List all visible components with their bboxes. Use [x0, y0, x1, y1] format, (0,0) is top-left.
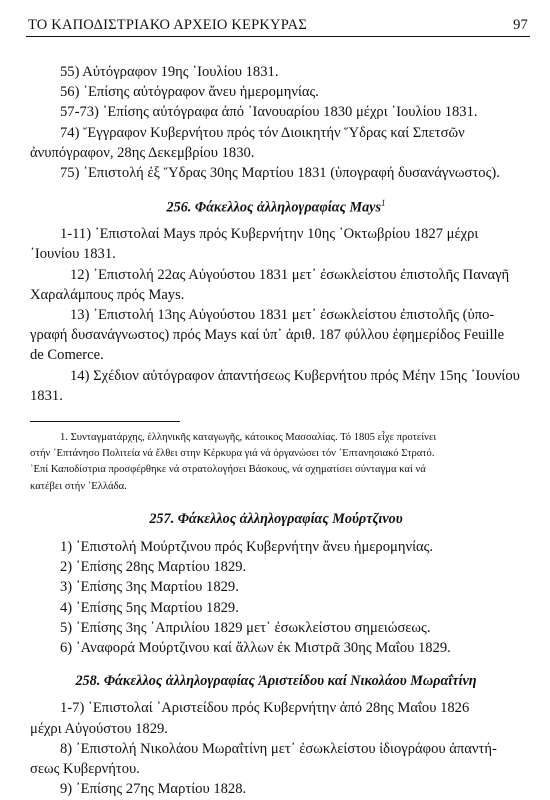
footnote-rule	[30, 421, 180, 422]
list-item: 9) ᾿Επίσης 27ης Μαρτίου 1828.	[60, 781, 247, 798]
list-item-continuation: μέχρι Αὐγούστου 1829.	[30, 720, 168, 737]
section-title-text: 256. Φάκελλος ἀλληλογραφίας Mays	[166, 199, 381, 216]
page-number: 97	[513, 17, 528, 33]
list-item-continuation: Χαραλάμπους πρός Mays.	[30, 286, 185, 303]
list-item: 1-7) ᾿Επιστολαί ᾿Αριστείδου πρός Κυβερνήτην ἀπό 28ης Μαΐου 1826	[60, 700, 470, 717]
footnote-line: στήν ᾿Επτάνησο Πολιτεία νά ἔλθει στην Κέρκυρα γιά νά ὀργανώσει τόν ᾿Επτανησιακό Στρατό.	[30, 448, 435, 460]
list-item: 56) ᾿Επίσης αὐτόγραφον ἄνευ ἡμερομηνίας.	[60, 84, 319, 101]
block-top-items	[30, 62, 522, 183]
list-item: 55) Αὐτόγραφον 19ης ᾿Ιουλίου 1831.	[60, 64, 279, 80]
list-item: 14) Σχέδιον αὐτόγραφον ἀπαντήσεως Κυβερνήτου πρός Μέην 15ης ᾿Ιουνίου	[70, 367, 520, 384]
footnote-line: ᾿Επί Καποδίστρια προσφέρθηκε νά στρατολογήσει Βάσκους, νά σχηματίσει σύνταγμα καί νά	[30, 464, 426, 476]
header-rule	[26, 36, 530, 37]
page-body	[30, 62, 522, 799]
section-256-items	[30, 224, 522, 406]
list-item: 6) ᾿Αναφορά Μούρτζινου καί ἄλλων ἐκ Μιστρᾶ 30ης Μαΐου 1829.	[60, 640, 451, 657]
section-heading-256	[30, 193, 522, 218]
list-item: 8) ᾿Επιστολή Νικολάου Μωραΐτίνη μετ᾿ ἐσωκλείστου ἰδιογράφου ἀπαντή-	[60, 740, 497, 757]
list-item-continuation: de Comerce.	[30, 347, 104, 364]
footnote-line: 1. Συνταγματάρχης, ἑλληνικῆς καταγωγῆς, κάτοικος Μασσαλίας. Τό 1805 εἶχε προτείνει	[60, 431, 437, 443]
list-item: 12) ᾿Επιστολή 22ας Αὐγούστου 1831 μετ᾿ ἐσωκλείστου ἐπιστολῆς Παναγῆ	[70, 266, 510, 283]
list-item-continuation: ᾿Ιουνίου 1831.	[30, 246, 116, 263]
list-item: 2) ᾿Επίσης 28ης Μαρτίου 1829.	[60, 559, 247, 576]
list-item: 75) ᾿Επιστολή ἐξ Ὕδρας 30ης Μαρτίου 1831 (ὑπογραφή δυσανάγνωστος).	[60, 165, 500, 182]
running-header	[28, 10, 528, 34]
list-item: 1) ᾿Επιστολή Μούρτζινου πρός Κυβερνήτην ἄνευ ἡμερομηνίας.	[60, 539, 434, 555]
section-heading-258: 258. Φάκελλος ἀλληλογραφίας Ἀριστείδου καί Νικολάου Μωραΐτίνη	[75, 673, 477, 690]
running-title: ΤΟ ΚΑΠΟΔΙΣΤΡΙΑΚΟ ΑΡΧΕΙΟ ΚΕΡΚΥΡΑΣ	[28, 17, 307, 33]
footnote-line: κατέβει στήν ῾Ελλάδα.	[30, 480, 127, 492]
list-item: 13) ᾿Επιστολή 13ης Αὐγούστου 1831 μετ᾿ ἐσωκλείστου ἐπιστολῆς (ὑπο-	[70, 306, 495, 323]
list-item-continuation: ἀνυπόγραφον, 28ης Δεκεμβρίου 1830.	[30, 144, 255, 161]
list-item: 57-73) ᾿Επίσης αὐτόγραφα ἀπό ᾿Ιανουαρίου 1830 μέχρι ᾿Ιουλίου 1831.	[60, 104, 478, 121]
list-item: 74) Ἔγγραφον Κυβερνήτου πρός τόν Διοικητήν Ὕδρας καί Σπετσῶν	[60, 124, 465, 141]
list-item-continuation: 1831.	[30, 387, 63, 404]
list-item-continuation: γραφή δυσανάγνωστος) πρός Mays καί ὑπ᾿ ἀριθ. 187 φύλλου ἐφημερίδος Feuille	[30, 327, 505, 344]
section-258-items	[30, 698, 522, 799]
footnote	[30, 430, 522, 495]
list-item: 4) ᾿Επίσης 5ης Μαρτίου 1829.	[60, 599, 239, 616]
list-item: 5) ᾿Επίσης 3ης ᾿Απριλίου 1829 μετ᾿ ἐσωκλείστου σημειώσεως.	[60, 619, 431, 636]
section-257-items	[30, 537, 522, 658]
footnote-marker: 1	[380, 198, 386, 209]
list-item-continuation: σεως Κυβερνήτου.	[30, 761, 140, 778]
section-heading-257: 257. Φάκελλος ἀλληλογραφίας Μούρτζινου	[149, 510, 403, 527]
list-item: 3) ᾿Επίσης 3ης Μαρτίου 1829.	[60, 579, 239, 596]
list-item: 1-11) ᾿Επιστολαί Mays πρός Κυβερνήτην 10ης ᾿Οκτωβρίου 1827 μέχρι	[60, 226, 479, 243]
